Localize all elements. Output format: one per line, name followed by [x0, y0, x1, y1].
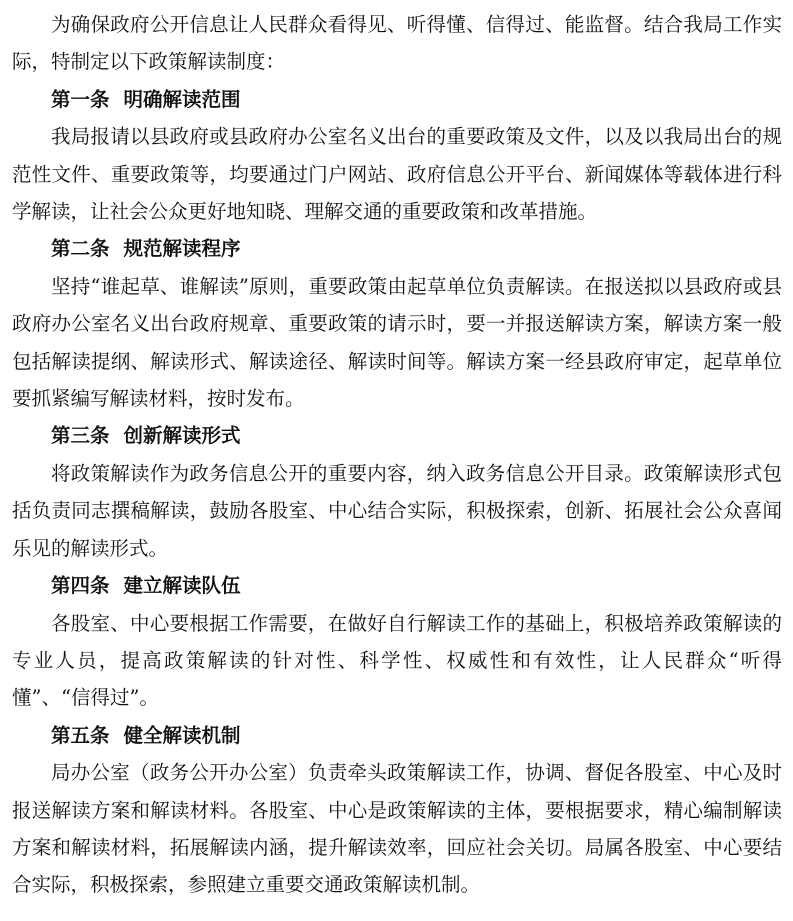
article-5-body: 局办公室（政务公开办公室）负责牵头政策解读工作，协调、督促各股室、中心及时报送解读方案和解读材料。各股室、中心是政策解读的主体，要根据要求，精心编制解读方案和解读材料，拓展解读内涵，提升解读效率，回应社会关切。局属各股室、中心要结合实际，积极探索，参照建立重要交通政策解读机制。	[12, 761, 782, 897]
article-5-heading	[12, 717, 782, 754]
article-3-title: 创新解读形式	[123, 424, 241, 448]
article-4-heading	[12, 567, 782, 604]
article-1-number: 第一条	[51, 87, 110, 111]
article-5-title: 健全解读机制	[123, 723, 241, 747]
article-3-body: 将政策解读作为政务信息公开的重要内容，纳入政务信息公开目录。政策解读形式包括负责同志撰稿解读，鼓励各股室、中心结合实际，积极探索，创新、拓展社会公众喜闻乐见的解读形式。	[12, 461, 782, 560]
article-2-body: 坚持“谁起草、谁解读”原则，重要政策由起草单位负责解读。在报送拟以县政府或县政府办公室名义出台政府规章、重要政策的请示时，要一并报送解读方案，解读方案一般包括解读提纲、解读形式、解读途径、解读时间等。解读方案一经县政府审定，起草单位要抓紧编写解读材料，按时发布。	[12, 274, 782, 411]
article-4-title: 建立解读队伍	[123, 574, 241, 598]
intro-paragraph: 为确保政府公开信息让人民群众看得见、听得懂、信得过、能监督。结合我局工作实际，特制定以下政策解读制度：	[12, 13, 782, 74]
article-3-number: 第三条	[51, 424, 110, 448]
article-1-heading	[12, 81, 782, 118]
article-2-number: 第二条	[51, 237, 110, 261]
article-2-title: 规范解读程序	[123, 237, 241, 261]
article-5-number: 第五条	[51, 723, 110, 747]
article-4-body: 各股室、中心要根据工作需要，在做好自行解读工作的基础上，积极培养政策解读的专业人员，提高政策解读的针对性、科学性、权威性和有效性，让人民群众“听得懂”、“信得过”。	[12, 611, 782, 710]
article-4-number: 第四条	[51, 574, 110, 598]
article-1-body: 我局报请以县政府或县政府办公室名义出台的重要政策及文件，以及以我局出台的规范性文件、重要政策等，均要通过门户网站、政府信息公开平台、新闻媒体等载体进行科学解读，让社会公众更好地知晓、理解交通的重要政策和改革措施。	[12, 125, 782, 224]
document-body	[12, 6, 782, 904]
article-2-heading	[12, 230, 782, 267]
article-1-title: 明确解读范围	[123, 87, 241, 111]
article-3-heading	[12, 417, 782, 454]
